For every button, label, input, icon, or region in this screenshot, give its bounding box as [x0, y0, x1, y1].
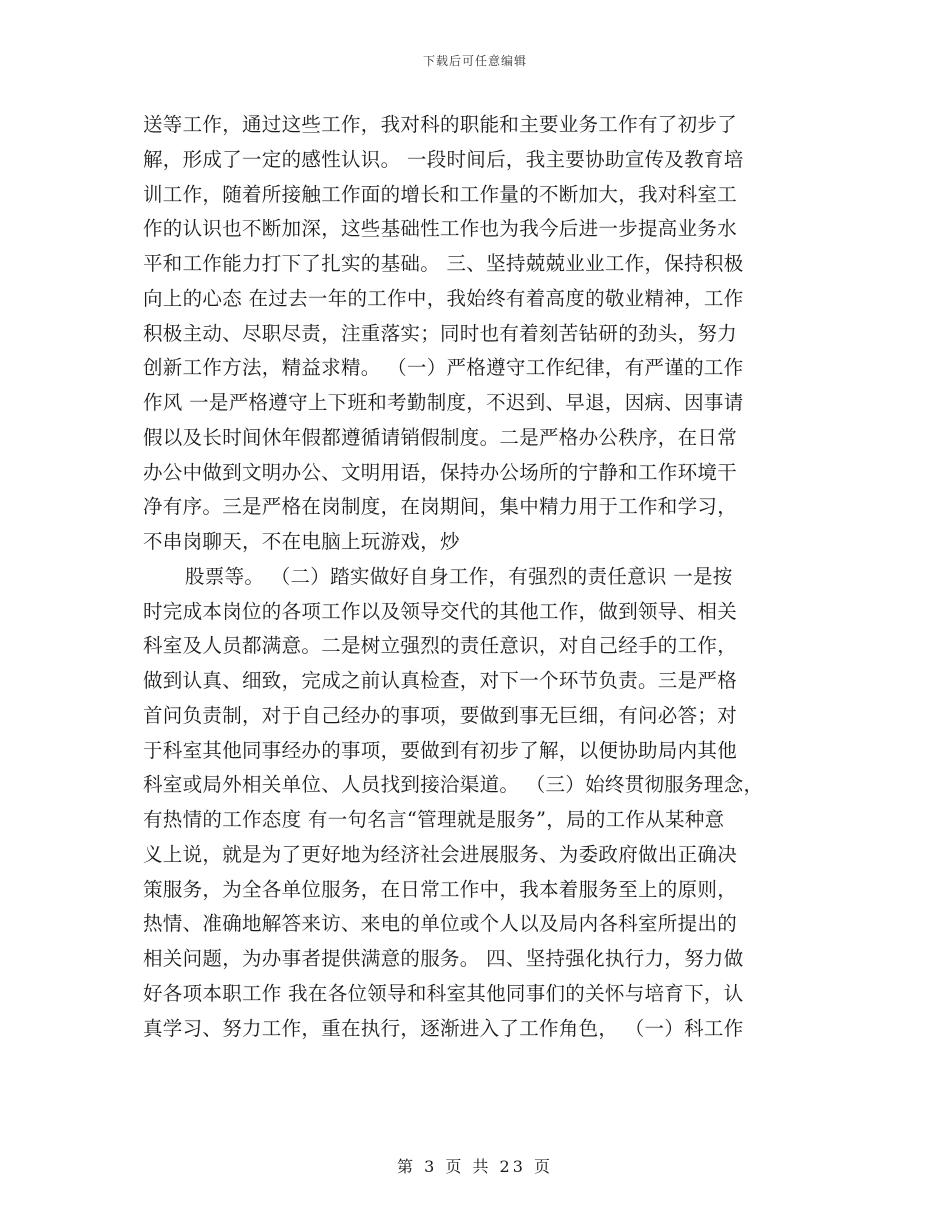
text-line: 真学习、努力工作，重在执行，逐渐进入了工作角色， （一）科工作	[143, 1016, 744, 1040]
text-line: 首问负责制，对于自己经办的事项，要做到事无巨细，有问必答；对	[143, 703, 738, 727]
text-line: 训工作，随着所接触工作面的增长和工作量的不断加大，我对科室工	[143, 182, 738, 206]
page-number: 第 3 页 共 23 页	[397, 1157, 553, 1176]
page-header: 下载后可任意编辑	[422, 54, 527, 68]
text-line: 策服务，为全各单位服务，在日常工作中，我本着服务至上的原则，	[143, 877, 738, 901]
paragraph-start-line: 股票等。 （二）踏实做好自身工作，有强烈的责任意识 一是按	[185, 564, 733, 588]
text-line: 平和工作能力打下了扎实的基础。 三、坚持兢兢业业工作，保持积极	[143, 252, 744, 275]
text-line: 积极主动、尽职尽责，注重落实；同时也有着刻苦钻研的劲头，努力	[143, 321, 738, 345]
text-line: 作的认识也不断加深，这些基础性工作也为我今后进一步提高业务水	[143, 217, 738, 241]
text-line: 做到认真、细致，完成之前认真检查，对下一个环节负责。三是严格	[143, 669, 738, 692]
text-line: 假以及长时间休年假都遵循请销假制度。二是严格办公秩序，在日常	[143, 425, 738, 449]
text-line: 于科室其他同事经办的事项，要做到有初步了解，以便协助局内其他	[143, 738, 738, 762]
text-line: 好各项本职工作 我在各位领导和科室其他同事们的关怀与培育下，认	[143, 981, 744, 1005]
text-line: 净有序。三是严格在岗制度，在岗期间，集中精力用于工作和学习，	[143, 495, 738, 519]
text-line: 有热情的工作态度 有一句名言“管理就是服务”，局的工作从某种意	[143, 808, 725, 831]
text-line: 创新工作方法，精益求精。 （一）严格遵守工作纪律，有严谨的工作	[143, 356, 744, 380]
text-line: 不串岗聊天，不在电脑上玩游戏，炒	[143, 530, 460, 553]
text-line: 解，形成了一定的感性认识。 一段时间后，我主要协助宣传及教育培	[143, 147, 744, 171]
text-line: 相关问题，为办事者提供满意的服务。 四、坚持强化执行力，努力做	[143, 947, 744, 970]
text-line: 热情、准确地解答来访、来电的单位或个人以及局内各科室所提出的	[143, 912, 738, 936]
text-line: 办公中做到文明办公、文明用语，保持办公场所的宁静和工作环境干	[143, 460, 738, 484]
text-line: 向上的心态 在过去一年的工作中，我始终有着高度的敬业精神，工作	[143, 286, 744, 310]
text-line: 科室或局外相关单位、人员找到接洽渠道。 （三）始终贯彻服务理念，	[143, 773, 764, 797]
text-line: 义上说，就是为了更好地为经济社会进展服务、为委政府做出正确决	[143, 842, 738, 866]
document-body	[143, 108, 811, 1046]
text-line: 送等工作，通过这些工作，我对科的职能和主要业务工作有了初步了	[143, 113, 738, 136]
text-line: 作风 一是严格遵守上下班和考勤制度，不迟到、早退，因病、因事请	[143, 391, 744, 414]
text-line: 时完成本岗位的各项工作以及领导交代的其他工作，做到领导、相关	[143, 599, 738, 623]
text-line: 科室及人员都满意。二是树立强烈的责任意识，对自己经手的工作，	[143, 634, 738, 658]
